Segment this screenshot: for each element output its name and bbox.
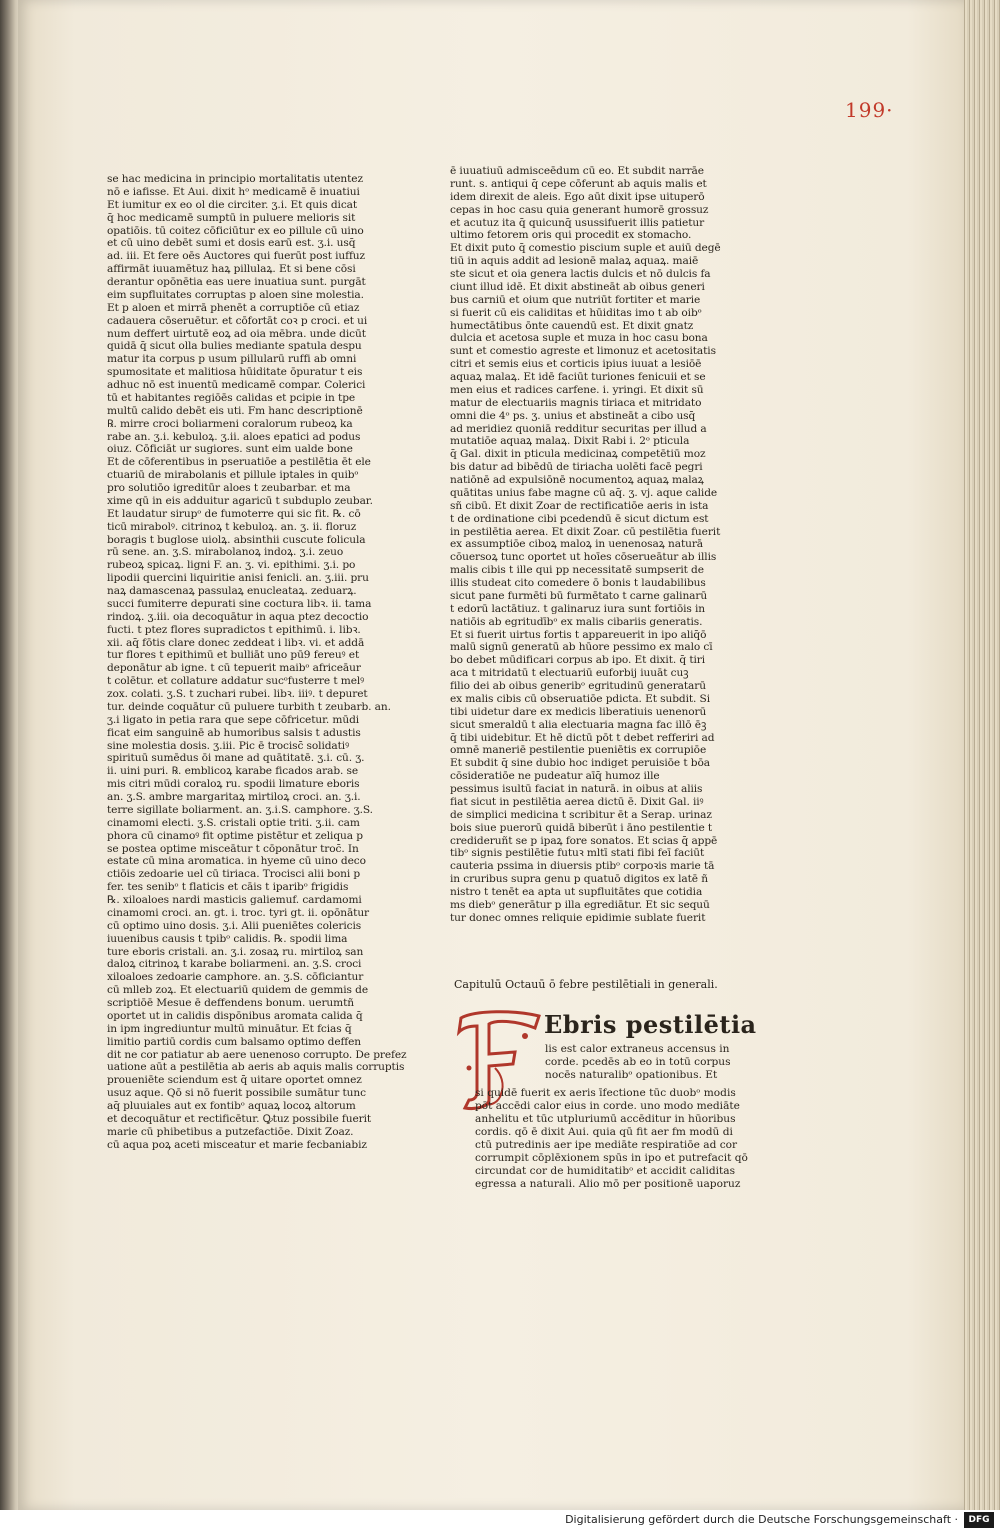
text-line: oiuz. Cōficiāt ur sugiores. sunt eim ualde bone (107, 443, 353, 456)
text-line: ex malis cibis cū obseruatiōe pdicta. Et subdit. Si (450, 692, 710, 705)
text-line: terre sigillate boliarment. an. ʒ.i.S. camphore. ʒ.S. (107, 803, 373, 816)
text-line: ms diebᵒ generātur p illa egrediātur. Et sic sequū (450, 898, 710, 911)
text-line: cinamomi electi. ʒ.S. cristali optie triti. ʒ.ii. cam (107, 816, 360, 829)
text-line: cū aqua poꝝ aceti misceatur et marie fecbaniabiz (107, 1138, 367, 1151)
text-line: dulcia et acetosa suple et muza in hoc casu bona (450, 332, 708, 345)
text-line: citri et semis eius et corticis ipius iuuat a lesiōē (450, 358, 702, 371)
text-line: rabe an. ʒ.i. kebuloꝝ. ʒ.ii. aloes epatici ad podus (107, 430, 361, 443)
text-line: pro solutiōo igreditūr aloes t zeubarbar. et ma (107, 482, 351, 494)
text-line: lipodii quercini liquiritie anisi fenicli. an. ʒ.iii. pru (107, 572, 369, 585)
text-line: matur de electuariis magnis tiriaca et mitridato (450, 396, 702, 409)
text-line: daloꝝ citrinoꝝ t karabe boliarmeni. an. ʒ.S. croci (107, 958, 362, 971)
text-line: xime qū in eis adduitur agaricū t subduplo zeubar. (107, 494, 373, 507)
dfg-logo: DFG (964, 1512, 994, 1528)
text-line: se postea optime misceātur t cōponātur troc̄. In (107, 842, 359, 855)
text-line: limitio partiū cordis cum balsamo optimo deffen (107, 1035, 362, 1048)
text-line: spirituū sumēdus ōi mane ad quātitatē. ʒ.i. cū. ʒ. (107, 752, 365, 765)
text-line: eim supfluitates corruptas p aloen sine molestia. (107, 288, 364, 301)
text-line: malū signū generatū ab hūore pessimo ex malo cī (450, 641, 713, 654)
incipit-text: Ebris pestilētia (544, 1010, 757, 1039)
text-line: cinamomi croci. an. gt. i. troc. tyri gt. ii. opōnātur (107, 906, 370, 919)
text-line: cōuersoꝝ tunc oportet ut hoīes cōserueātur ab illis (450, 551, 717, 564)
text-line: dit ne cor patiatur ab aere uenenoso corrupto. De prefez (107, 1048, 407, 1061)
text-line: naꝝ damascenaꝝ passulaꝝ enucleataꝝ. zeduarꝝ. (107, 585, 357, 597)
text-line: zox. colati. ʒ.S. t zuchari rubei. libꝛ. iiiꝰ. t depuret (107, 688, 368, 700)
text-line: ctuariū de mirabolanis et pillule iptales in quibᵒ (107, 469, 359, 482)
text-line: ctū putredinis aer ipe mediāte respiratiōe ad cor (475, 1139, 738, 1151)
text-line: bis datur ad bibēdū de tiriacha uolēti facē pegri (450, 461, 703, 474)
text-line: scriptiōē Mesue ē deffendens bonum. uerumtñ (107, 997, 354, 1009)
left-text-column (107, 173, 407, 1223)
text-line: ultimo fetorem oris qui procedit ex stomacho. (450, 229, 692, 242)
text-line: si fuerit cū eis caliditas et hūiditas imo t ab oibᵒ (450, 306, 702, 319)
text-line: an. ʒ.S. ambre margaritaꝝ mirtiloꝝ croci. an. ʒ.i. (107, 791, 361, 803)
text-line: adhuc nō est inuentū medicamē compar. Colerici (107, 379, 366, 391)
right-text-after-initial (545, 1043, 745, 1082)
footer-credit: Digitalisierung gefördert durch die Deutsche Forschungsgemeinschaft · (565, 1513, 958, 1526)
text-line: ciunt illud idē. Et dixit abstineāt ab oibus generi (450, 280, 705, 293)
text-line: q̄ Gal. dixit in pticula medicinaꝝ competētiū moz (450, 448, 706, 461)
text-line: anhelitu et tūc utpluriumū accēditur in hūoribus (475, 1113, 736, 1125)
text-line: q̄ tibi uidebitur. Et hē dictū pōt t debet refferiri ad (450, 731, 715, 744)
text-line: sunt et comestio agreste et limonuz et acetositatis (450, 345, 716, 358)
text-line: sine molestia dosis. ʒ.iii. Pic ē trocisc̄ solidatiꝰ (107, 739, 350, 752)
text-line: corde. pcedēs ab eo in totū corpus (545, 1056, 731, 1068)
text-line: rindoꝝ. ʒ.iii. oia decoquātur in aqua ptez decoctio (107, 610, 369, 623)
text-line: circundat cor de humiditatibᵒ et accidit caliditas (475, 1165, 736, 1177)
text-line: aquaꝝ malaꝝ. Et idē faciūt turiones fenicuii et se (450, 371, 706, 383)
chapter-heading: Capitulū Octauū ō febre pestilētiali in generali. (454, 978, 718, 991)
text-line: lis est calor extraneus accensus in (545, 1043, 730, 1055)
text-line: ste sicut et oia genera lactis dulcis et nō dulcis fa (450, 268, 711, 280)
text-line: t de ordinatione cibi pcedendū ē sicut dictum est (450, 512, 709, 525)
text-line: t colētur. et collature addatur sucᵒfusterre t melꝰ (107, 675, 365, 688)
text-line: Et iumitur ex eo ol die circiter. ʒ.i. Et quis dicat (107, 198, 358, 211)
text-line: humectātibus ōnte cauendū est. Et dixit gnatz (450, 319, 694, 332)
text-line: tur donec omnes reliquie epidimie sublate fuerit (450, 911, 706, 924)
text-line: pessimus isultū faciat in naturā. in oibus at aliis (450, 783, 703, 795)
text-line: pōt accēdi calor eius in corde. uno modo mediāte (475, 1100, 740, 1112)
text-line: ii. uini puri. ℞. emblicoꝝ karabe ficados arab. se (107, 765, 359, 778)
text-line: affirmāt iuuamētuz haꝝ pillulaꝝ. Et si bene cōsi (107, 263, 356, 276)
text-line: tibᵒ signis pestilētie futuꝛ mltī stati fibi feī faciūt (450, 847, 705, 860)
text-line: xiloaloes zedoarie camphore. an. ʒ.S. cōficiantur (107, 971, 364, 984)
text-line: derantur opōnētia eas uere inuatiua sunt. purgāt (107, 276, 366, 288)
text-line: oportet ut in calidis dispōnibus aromata calida q̄ (107, 1009, 363, 1022)
text-line: in pestilētia aerea. Et dixit Zoar. cū pestilētia fuerit (450, 525, 721, 538)
text-line: tibi uidetur dare ex medicis liberatiuis uenenorū (450, 705, 707, 718)
text-line: tur flores t epithimū et bulliāt uno pū9 fereuꝰ et (107, 649, 360, 662)
text-line: nō e iafisse. Et Aui. dixit hᵒ medicamē ē inuatiui (107, 185, 360, 198)
text-line: ē iuuatiuū admisceēdum cū eo. Et subdit narrāe (450, 165, 704, 177)
text-line: egressa a naturali. Alio mō per positionē uaporuz (475, 1178, 741, 1190)
text-line: ex assumptiōe ciboꝝ maloꝝ in uenenosaꝝ naturā (450, 538, 704, 551)
text-line: natiōis ab egritudībᵒ ex malis cibariis generatis. (450, 615, 703, 628)
text-line: sicut smeraldū t alia electuaria magna fac illō ēꝫ (450, 718, 707, 731)
text-line: sicut pane furmēti bū furmētato t carne galinarū (450, 589, 708, 602)
text-line: ʒ.i ligato in petia rara que sepe cōfricetur. mūdi (107, 713, 360, 726)
text-line: cadauera cōseruētur. et cōfortāt coꝛ p croci. et ui (107, 314, 368, 327)
footer-bar (0, 1510, 1000, 1531)
text-line: aca t mitridatū t electuariū euforbij iuuāt cuꝫ (450, 667, 689, 680)
text-line: cauteria pssima in diuersis ptibᵒ corpoꝛis marie tā (450, 860, 715, 873)
text-line: et acutuz ita q̄ quicunq̄ usussifuerit illis patietur (450, 216, 705, 229)
right-text-column (450, 165, 742, 925)
text-line: sñ cibū. Et dixit Zoar de rectificatiōe aeris in ista (450, 499, 709, 512)
text-line: uatione aūt a pestilētia ab aeris ab aquis malis corruptis (107, 1061, 405, 1074)
text-line: cordis. qō ē dixit Aui. quia qū fit aer fm modū di (475, 1126, 733, 1138)
text-line: natiōnē ad expulsiōnē nocumentoꝝ aquaꝝ malaꝝ (450, 474, 704, 486)
text-line: se hac medicina in principio mortalitatis utentez (107, 173, 363, 185)
text-line: nocēs naturalibᵒ opationibus. Et (545, 1069, 718, 1081)
text-line: rū sene. an. ʒ.S. mirabolanoꝝ indoꝝ. ʒ.i. zeuo (107, 546, 344, 559)
text-line: iuuenibus causis t tpibᵒ calidis. ℞. spodii lima (107, 932, 348, 945)
text-line: de simplici medicina t scribitur ēt a Serap. urinaz (450, 808, 712, 821)
text-line: estate cū mina aromatica. in hyeme cū uino deco (107, 855, 366, 868)
book-page-stack (962, 0, 1000, 1510)
text-line: Et de cōferentibus in pseruatiōe a pestilētia ēt ele (107, 456, 371, 469)
text-line: usuz aque. Qō si nō fuerit possibile sumātur tunc (107, 1087, 366, 1100)
text-line: Et subdit q̄ sine dubio hoc indiget peruisiōe t bōa (450, 757, 710, 770)
text-line: aq̄ pluuiales aut ex fontibᵒ aquaꝝ locoꝝ altorum (107, 1100, 356, 1112)
text-line: cū optimo uino dosis. ʒ.i. Alii pueniētes colericis (107, 919, 362, 932)
text-line: tiū in aquis addit ad lesionē malaꝝ aquaꝝ. maiē (450, 255, 699, 268)
text-line: mutatiōe aquaꝝ malaꝝ. Dixit Rabi i. 2ᵒ pticula (450, 435, 690, 448)
text-line: Et si fuerit uirtus fortis t appareuerit in ipo aliq̄ō (450, 628, 707, 641)
text-line: deponātur ab igne. t cū tepuerit maibᵒ africeāur (107, 662, 361, 675)
text-line: mis citri mūdi coraloꝝ ru. spodii limature eboris (107, 778, 360, 791)
text-line: omnē maneriē pestilentie pueniētis ex corrupiōe (450, 744, 707, 757)
text-line: nistro t tenēt ea apta ut supfluitātes que cotidia (450, 886, 703, 898)
text-line: men eius et radices carfene. i. yringi. Et dixit sū (450, 383, 704, 396)
text-line: quidā q̄ sicut olla bulies mediante spatula despu (107, 340, 362, 353)
text-line: runt. s. antiqui q̄ cepe cōferunt ab aquis malis et (450, 177, 707, 190)
text-line: fucti. t ptez flores supradictos t epithimū. i. libꝛ. (107, 623, 361, 636)
text-line: ℞. mirre croci boliarmeni coralorum rubeoꝝ ka (107, 417, 353, 430)
text-line: t edorū lactātiuz. t galinaruz iura sunt fortiōis in (450, 602, 706, 615)
text-line: quātitas unius fabe magne cū aq̄. ʒ. vj. aque calide (450, 486, 718, 499)
text-line: xii. aq̄ fōtis clare donec zeddeat i libꝛ. vi. et addā (107, 636, 365, 649)
text-line: Et laudatur sirupᵒ de fumoterre qui sic fit. ℞. cō (107, 507, 361, 520)
text-line: boragis t buglose uiolꝝ. absinthii cuscute folicula (107, 533, 366, 546)
text-line: marie cū phibetibus a putzefactiōe. Dixit Zoaz. (107, 1125, 354, 1138)
text-line: ficat eim sanguinē ab humoribus salsis t adustis (107, 726, 361, 739)
text-line: ad. iii. Et fere oēs Auctores qui fuerūt post iuffuz (107, 250, 365, 263)
folio-number: 199· (845, 98, 894, 122)
text-line: corrumpit cōplēxionem spūs in ipo et putrefacit qō (475, 1152, 748, 1164)
text-line: spumositate et malitiosa hūiditate ōpuratur t eis (107, 366, 363, 379)
text-line: fiat sicut in pestilētia aerea dictū ē. Dixit Gal. iiꝰ (450, 795, 704, 808)
text-line: q̄ hoc medicamē sumptū in puluere melioris sit (107, 211, 356, 224)
text-line: filio dei ab oibus generibᵒ egritudinū generatarū (450, 680, 706, 692)
text-line: bus carniū et oium que nutriūt fortiter et marie (450, 293, 701, 306)
text-line: et cū uino debēt sumi et dosis earū est. ʒ.i. usq̄ (107, 237, 356, 250)
text-line: illis studeat cito comedere ō bonis t laudabilibus (450, 577, 706, 589)
text-line: malis cibis t ille qui pp necessitatē sumpserit de (450, 564, 704, 577)
text-line: succi fumiterre depurati sine coctura libꝛ. ii. tama (107, 597, 372, 610)
text-line: ad meridiez quoniā redditur securitas per illud a (450, 422, 707, 435)
text-line: et decoquātur et rectificētur. Ꝙtuz possibile fuerit (107, 1112, 372, 1125)
right-text-continuation (475, 1087, 748, 1191)
text-line: credideruñt se p ipaꝝ fore sonatos. Et scias q̄ appē (450, 834, 718, 847)
text-line: cōsideratiōe ne pudeatur aīq̄ humoz ille (450, 770, 660, 783)
text-line: tur. deinde coquātur cū puluere turbith t zeubarb. an. (107, 700, 391, 713)
text-line: idem direxit de aleis. Ego aūt dixit ipse uituperō (450, 190, 705, 203)
text-line: num deffert uirtutē eoꝝ ad oia mēbra. unde dicūt (107, 327, 366, 340)
text-line: tū et habitantes regiōēs calidas et pcipie in tpe (107, 391, 356, 404)
text-line: multū calido debēt eis uti. Fm hanc descriptionē (107, 404, 363, 417)
text-line: Et p aloen et mirrā phenēt a corruptiōe cū etiaz (107, 301, 360, 314)
text-line: cepas in hoc casu quia generant humorē grossuz (450, 203, 709, 216)
text-line: bois siue puerorū quidā biberūt i āno pestilentie t (450, 821, 713, 834)
text-line: ℞. xiloaloes nardi masticis galiemuf. cardamomi (107, 894, 362, 906)
text-line: ctiōis zedoarie uel cū tiriaca. Trocisci alii boni p (107, 868, 361, 881)
text-line: cū mlleb zoꝝ. Et electuariū quidem de gemmis de (107, 984, 368, 997)
text-line: fer. tes senibᵒ t flaticis et cāis t iparibᵒ frigidis (107, 881, 349, 894)
text-line: matur ita corpus p usum pillularū ruffi ab omni (107, 353, 357, 366)
text-line: in cruribus supra genu p quatuō digitos ex latē ñ (450, 873, 708, 886)
text-line: ticū mirabolꝰ. citrinoꝝ t kebuloꝝ. an. ʒ. ii. floruz (107, 520, 357, 533)
text-line: proueniēte sciendum est q̄ uitare oportet omnez (107, 1074, 362, 1087)
text-line: ture eboris cristali. an. ʒ.i. zosaꝝ ru. mirtiloꝝ san (107, 945, 364, 958)
text-line: phora cū cinamoꝰ fit optime pistētur et zeliqua p (107, 829, 363, 842)
text-line: in ipm ingrediuntur multū minuātur. Et fcias q̄ (107, 1022, 352, 1035)
text-line: rubeoꝝ spicaꝝ. ligni F. an. ʒ. vi. epithimi. ʒ.i. po (107, 559, 356, 572)
text-line: omni die 4ᵒ ps. ʒ. unius et abstineāt a cibo usq̄ (450, 409, 696, 422)
text-line: bo debet mūdificari corpus ab ipo. Et dixit. q̄ tiri (450, 654, 706, 667)
text-line: Et dixit puto q̄ comestio piscium suple et auiū degē (450, 242, 721, 255)
text-line: opatiōis. tū coitez cōficiūtur ex eo pillule cū uino (107, 224, 364, 237)
text-line: si quidē fuerit ex aeris īfectione tūc duobᵒ modis (475, 1087, 736, 1099)
